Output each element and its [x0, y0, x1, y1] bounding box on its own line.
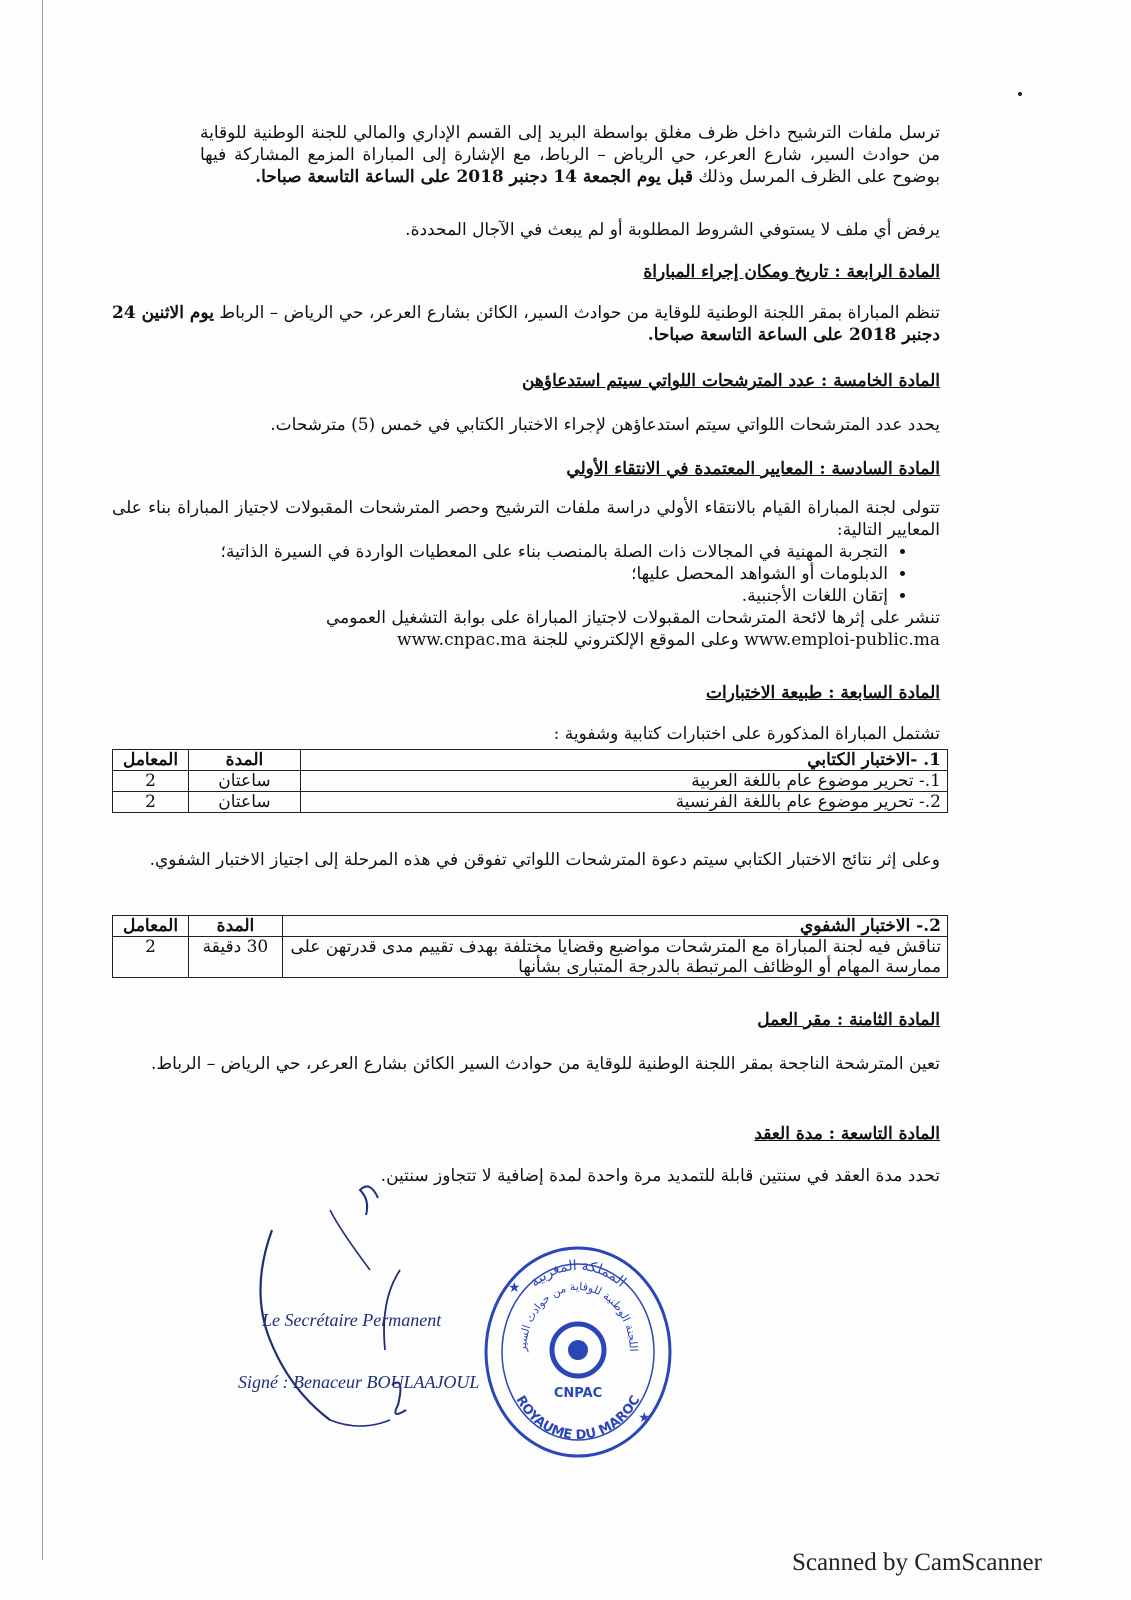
oral-exam-table	[112, 915, 948, 978]
oral-header-coefficient: المعامل	[113, 916, 189, 937]
article-8-text	[112, 1053, 940, 1075]
table-cell: ساعتان	[189, 792, 301, 813]
official-stamp	[478, 1232, 678, 1462]
oral-header-duration: المدة	[189, 916, 283, 937]
stamp-center-text: CNPAC	[553, 1386, 603, 1401]
star-icon: ★	[638, 1410, 651, 1426]
table-cell: 2	[113, 937, 189, 978]
criteria-list	[112, 541, 940, 607]
url-emploi-public: www.emploi-public.ma	[744, 630, 940, 650]
signature-name: Signé : Benaceur BOULAAJOUL	[238, 1372, 480, 1392]
table-row	[113, 916, 948, 937]
oral-header-title: 2.- الاختبار الشفوي	[282, 916, 947, 937]
table-row	[113, 937, 948, 978]
scan-speck	[1018, 92, 1022, 96]
table-cell: 2.- تحرير موضوع عام باللغة الفرنسية	[300, 792, 947, 813]
article-6-heading: المادة السادسة : المعايير المعتمدة في الانتقاء الأولي	[566, 459, 940, 479]
table-cell: 1.- تحرير موضوع عام باللغة العربية	[300, 771, 947, 792]
article-4-body: تنظم المباراة بمقر اللجنة الوطنية للوقاية من حوادث السير، الكائن بشارع العرعر، حي الرياض – الرباط	[219, 303, 940, 323]
stamp-text-top: المملكة المغربية	[527, 1257, 629, 1291]
written-header-title: 1. -الاختبار الكتابي	[300, 750, 947, 771]
article-6-site-label: وعلى الموقع الإلكتروني للجنة	[532, 630, 739, 650]
table-cell: 2	[113, 771, 189, 792]
article-6-intro: تتولى لجنة المباراة القيام بالانتقاء الأولي دراسة ملفات الترشيح وحصر المترشحات المقبولات لاجتياز المباراة بناء على المعايير التالية:	[112, 498, 940, 540]
table-cell: ساعتان	[189, 771, 301, 792]
article-7-between	[112, 849, 940, 871]
written-header-duration: المدة	[189, 750, 301, 771]
article-8-heading: المادة الثامنة : مقر العمل	[757, 1010, 940, 1030]
article-4-text	[112, 302, 940, 346]
article-7-between-text: وعلى إثر نتائج الاختبار الكتابي سيتم دعوة المترشحات اللواتي تفوقن في هذه المرحلة إلى اجتياز الاختبار الشفوي.	[149, 850, 940, 870]
url-cnpac: www.cnpac.ma	[397, 630, 527, 650]
scan-watermark: Scanned by CamScanner	[792, 1549, 1042, 1576]
table-row	[113, 750, 948, 771]
article-6-text	[112, 497, 940, 651]
intro-text: ترسل ملفات الترشيح داخل ظرف مغلق بواسطة البريد إلى القسم الإداري والمالي للجنة الوطنية للوقاية من حوادث السير، شارع العرعر، حي الرياض – الرباط، مع الإشارة إلى المباراة المزمع المشاركة فيها بوضوح على الظرف المرسل وذلك	[200, 123, 940, 187]
scan-edge-line	[42, 0, 43, 1560]
list-item: • التجربة المهنية في المجالات ذات الصلة بالمنصب بناء على المعطيات الواردة في السيرة الذاتية؛	[112, 541, 888, 563]
article-9-heading: المادة التاسعة : مدة العقد	[754, 1124, 940, 1144]
star-icon: ★	[508, 1280, 521, 1296]
article-5-heading: المادة الخامسة : عدد المترشحات اللواتي سيتم استدعاؤهن	[521, 371, 940, 391]
article-5-text	[200, 414, 940, 436]
article-5-body: يحدد عدد المترشحات اللواتي سيتم استدعاؤهن لإجراء الاختبار الكتابي في خمس (5) مترشحات.	[270, 415, 940, 435]
table-row	[113, 792, 948, 813]
article-9-body: تحدد مدة العقد في سنتين قابلة للتمديد مرة واحدة لمدة إضافية لا تتجاوز سنتين.	[380, 1166, 940, 1186]
signature-title: Le Secrétaire Permanent	[262, 1310, 442, 1330]
table-row	[113, 771, 948, 792]
stamp-text-inner: اللجنة الوطنية للوقاية من حوادث السير	[515, 1279, 641, 1352]
rejection-text: يرفض أي ملف لا يستوفي الشروط المطلوبة أو لم يبعث في الآجال المحددة.	[405, 220, 940, 240]
article-6-publication: تنشر على إثرها لائحة المترشحات المقبولات لاجتياز المباراة على بوابة التشغيل العمومي	[325, 608, 940, 628]
table-cell: 2	[113, 792, 189, 813]
article-6-urls	[112, 629, 940, 651]
article-7-heading: المادة السابعة : طبيعة الاختبارات	[705, 683, 940, 703]
table-cell: تناقش فيه لجنة المباراة مع المترشحات مواضيع وقضايا مختلفة بهدف تقييم مدى قدرتهن على ممارسة المهام أو الوظائف المرتبطة بالدرجة المتبارى بشأنها	[282, 937, 947, 978]
article-7-intro	[300, 723, 940, 745]
stamp-text-bottom: ROYAUME DU MAROC	[512, 1393, 644, 1444]
article-4-heading: المادة الرابعة : تاريخ ومكان إجراء المباراة	[643, 262, 940, 282]
written-exam-table	[112, 749, 948, 813]
article-7-intro-text: تشتمل المباراة المذكورة على اختبارات كتابية وشفوية :	[553, 724, 940, 744]
list-item: • إتقان اللغات الأجنبية.	[112, 585, 888, 607]
table-cell: 30 دقيقة	[189, 937, 283, 978]
written-header-coefficient: المعامل	[113, 750, 189, 771]
intro-deadline: قبل يوم الجمعة 14 دجنبر 2018 على الساعة التاسعة صباحا.	[255, 167, 693, 187]
article-4-date: يوم الاثنين 24 دجنبر 2018 على الساعة التاسعة صباحا.	[112, 303, 940, 345]
list-item: • الدبلومات أو الشواهد المحصل عليها؛	[112, 563, 888, 585]
article-8-body: تعين المترشحة الناجحة بمقر اللجنة الوطنية للوقاية من حوادث السير الكائن بشارع العرعر، حي الرياض – الرباط.	[151, 1054, 940, 1074]
intro-paragraph	[200, 122, 940, 188]
rejection-paragraph	[300, 219, 940, 241]
